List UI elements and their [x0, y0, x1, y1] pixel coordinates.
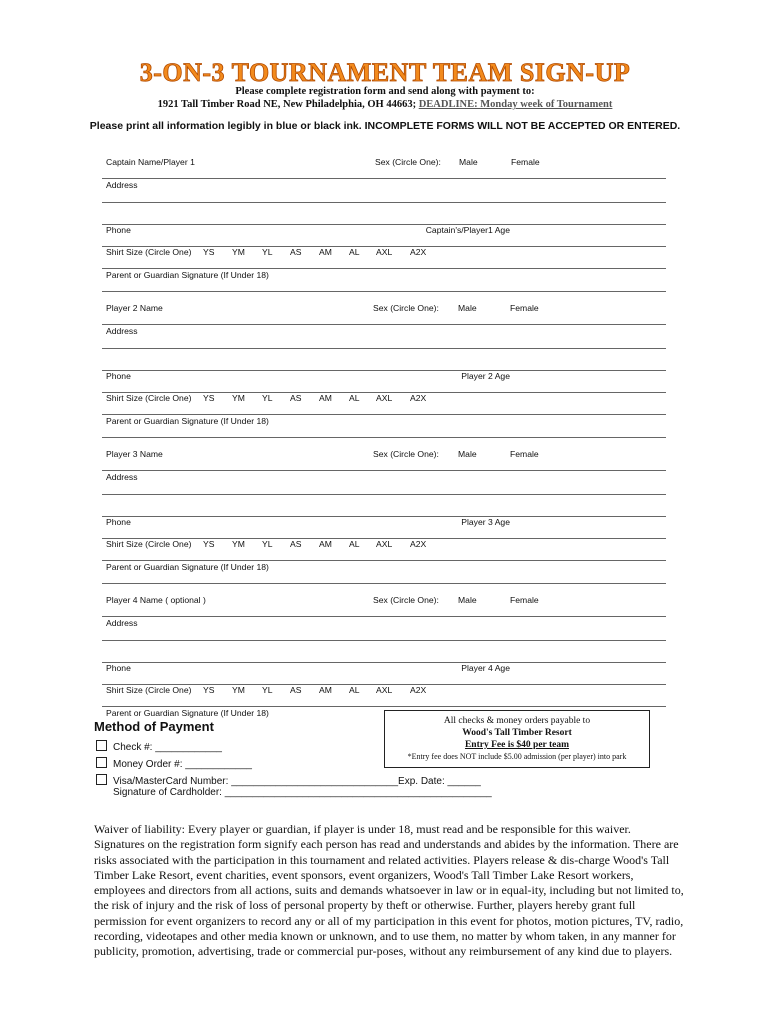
player-2-size-am[interactable]: AM: [319, 393, 332, 403]
player-3-sex-male[interactable]: Male: [458, 449, 477, 459]
player-3-age-label: Player 3 Age: [461, 517, 510, 527]
player-1-address-line-2: [102, 224, 666, 225]
player-2-sex-male[interactable]: Male: [458, 303, 477, 313]
check-option[interactable]: [96, 740, 222, 753]
player-1-sex-label: Sex (Circle One):: [375, 157, 441, 167]
player-4-address-line-2: [102, 662, 666, 663]
player-3-size-al[interactable]: AL: [349, 539, 360, 549]
player-4-parent-signature-label: Parent or Guardian Signature (If Under 18): [106, 708, 269, 718]
card-number-field: Visa/MasterCard Number: ______________________________Exp. Date: ______: [113, 776, 481, 787]
player-1-name-label: Captain Name/Player 1: [106, 157, 195, 167]
player-2-address-line-1: [102, 348, 666, 349]
mailing-address: 1921 Tall Timber Road NE, New Philadelphia, OH 44663;: [157, 99, 417, 110]
money-order-checkbox[interactable]: [96, 757, 107, 768]
player-1-age-label: Captain's/Player1 Age: [425, 225, 510, 235]
player-4-name-line: [102, 616, 666, 617]
admission-note: *Entry fee does NOT include $5.00 admission (per player) into park: [407, 752, 627, 761]
player-3-address-line-1: [102, 494, 666, 495]
player-1-sex-male[interactable]: Male: [459, 157, 478, 167]
player-1-shirt-line: [102, 268, 666, 269]
player-4-size-as[interactable]: AS: [290, 685, 302, 695]
player-1-size-a2x[interactable]: A2X: [410, 247, 427, 257]
player-2-size-yl[interactable]: YL: [262, 393, 273, 403]
check-number-field: Check #: ____________: [113, 742, 222, 753]
check-checkbox[interactable]: [96, 740, 107, 751]
cardholder-signature-field: Signature of Cardholder: ________________________________________________: [113, 787, 492, 798]
money-order-option[interactable]: [96, 757, 252, 770]
player-2-address-label: Address: [106, 326, 138, 336]
player-2-name-label: Player 2 Name: [106, 303, 163, 313]
player-1-shirt-label: Shirt Size (Circle One): [106, 247, 192, 257]
player-1-size-ys[interactable]: YS: [203, 247, 215, 257]
player-2-size-a2x[interactable]: A2X: [410, 393, 427, 403]
payee-name: Wood's Tall Timber Resort: [462, 728, 572, 738]
player-3-size-as[interactable]: AS: [290, 539, 302, 549]
player-4-sex-female[interactable]: Female: [510, 595, 539, 605]
player-3-shirt-line: [102, 560, 666, 561]
payable-info-box: [384, 710, 650, 768]
player-1-size-axl[interactable]: AXL: [376, 247, 393, 257]
player-1-name-line: [102, 178, 666, 179]
player-4-address-line-1: [102, 640, 666, 641]
player-1-phone-label: Phone: [106, 225, 131, 235]
player-2-size-axl[interactable]: AXL: [376, 393, 393, 403]
player-3-size-axl[interactable]: AXL: [376, 539, 393, 549]
player-3-size-am[interactable]: AM: [319, 539, 332, 549]
subtitle-address-line: [0, 99, 770, 110]
player-3-shirt-label: Shirt Size (Circle One): [106, 539, 192, 549]
player-4-shirt-line: [102, 706, 666, 707]
card-option[interactable]: [96, 774, 481, 787]
player-2-size-as[interactable]: AS: [290, 393, 302, 403]
player-3-size-ym[interactable]: YM: [232, 539, 245, 549]
player-2-shirt-line: [102, 414, 666, 415]
player-2-address-line-2: [102, 370, 666, 371]
player-1-size-as[interactable]: AS: [290, 247, 302, 257]
entry-fee: Entry Fee is $40 per team: [464, 740, 570, 750]
player-4-size-am[interactable]: AM: [319, 685, 332, 695]
subtitle-instructions: Please complete registration form and send along with payment to:: [235, 86, 535, 97]
player-4-shirt-label: Shirt Size (Circle One): [106, 685, 192, 695]
player-2-size-al[interactable]: AL: [349, 393, 360, 403]
player-1-size-am[interactable]: AM: [319, 247, 332, 257]
player-3-size-a2x[interactable]: A2X: [410, 539, 427, 549]
player-1-size-ym[interactable]: YM: [232, 247, 245, 257]
player-1-parent-signature-line: [102, 291, 666, 292]
player-3-size-ys[interactable]: YS: [203, 539, 215, 549]
player-1-sex-female[interactable]: Female: [511, 157, 540, 167]
player-2-sex-label: Sex (Circle One):: [373, 303, 439, 313]
player-1-address-line-1: [102, 202, 666, 203]
player-2-parent-signature-label: Parent or Guardian Signature (If Under 18): [106, 416, 269, 426]
player-3-address-label: Address: [106, 472, 138, 482]
player-4-size-yl[interactable]: YL: [262, 685, 273, 695]
player-4-address-label: Address: [106, 618, 138, 628]
player-3-phone-label: Phone: [106, 517, 131, 527]
player-3-parent-signature-line: [102, 583, 666, 584]
form-title: 3-ON-3 TOURNAMENT TEAM SIGN-UP: [139, 58, 631, 87]
player-3-address-line-2: [102, 516, 666, 517]
player-3-name-label: Player 3 Name: [106, 449, 163, 459]
ink-instructions: Please print all information legibly in blue or black ink. INCOMPLETE FORMS WILL NOT BE ACCEPTED OR ENTERED.: [89, 120, 681, 132]
player-3-parent-signature-label: Parent or Guardian Signature (If Under 18): [106, 562, 269, 572]
player-4-size-a2x[interactable]: A2X: [410, 685, 427, 695]
player-1-size-al[interactable]: AL: [349, 247, 360, 257]
player-1-size-yl[interactable]: YL: [262, 247, 273, 257]
player-3-name-line: [102, 470, 666, 471]
player-3-size-yl[interactable]: YL: [262, 539, 273, 549]
player-1-address-label: Address: [106, 180, 138, 190]
player-2-size-ys[interactable]: YS: [203, 393, 215, 403]
player-2-size-ym[interactable]: YM: [232, 393, 245, 403]
card-checkbox[interactable]: [96, 774, 107, 785]
player-4-sex-label: Sex (Circle One):: [373, 595, 439, 605]
player-2-name-line: [102, 324, 666, 325]
player-4-size-ym[interactable]: YM: [232, 685, 245, 695]
deadline: DEADLINE: Monday week of Tournament: [418, 99, 613, 110]
player-2-parent-signature-line: [102, 437, 666, 438]
player-2-shirt-label: Shirt Size (Circle One): [106, 393, 192, 403]
player-4-sex-male[interactable]: Male: [458, 595, 477, 605]
payment-method-title: Method of Payment: [94, 719, 214, 734]
player-1-parent-signature-label: Parent or Guardian Signature (If Under 18): [106, 270, 269, 280]
player-4-phone-label: Phone: [106, 663, 131, 673]
player-3-sex-label: Sex (Circle One):: [373, 449, 439, 459]
waiver-text: Waiver of liability: Every player or guardian, if player is under 18, must read and be responsible for this waiver. Signatures on the registration form signify each person has read and understands and abides by the information. There are risks associated with the participation in this tournament and related activities. Players release & dis-charge Wood's Tall Timber Lake Resort, event charities, event sponsors, event organizers, Wood's Tall Timber Lake Resort workers, employees and directors from all actions, suits and demands whatsoever in law or in equal-ity, including but not limited to, the risk of injury and the risk of loss of personal property by theft or otherwise. Further, players hereby grant full permission for event organizers to record any or all of my participation in this event for photos, motion pictures, TV, radio, recording, videotapes and other media known or unknown, and to use them, no matter by whom taken, in any manner for publicity, promotion, advertising, trade or commercial pur-poses, without any reimbursement of any kind due to players.: [94, 822, 684, 959]
player-4-size-al[interactable]: AL: [349, 685, 360, 695]
player-4-name-label: Player 4 Name ( optional ): [106, 595, 206, 605]
player-4-size-ys[interactable]: YS: [203, 685, 215, 695]
player-2-sex-female[interactable]: Female: [510, 303, 539, 313]
payable-to-text: All checks & money orders payable to: [443, 716, 591, 726]
player-4-size-axl[interactable]: AXL: [376, 685, 393, 695]
player-2-age-label: Player 2 Age: [461, 371, 510, 381]
player-4-age-label: Player 4 Age: [461, 663, 510, 673]
player-2-phone-label: Phone: [106, 371, 131, 381]
money-order-field: Money Order #: ____________: [113, 759, 252, 770]
player-3-sex-female[interactable]: Female: [510, 449, 539, 459]
